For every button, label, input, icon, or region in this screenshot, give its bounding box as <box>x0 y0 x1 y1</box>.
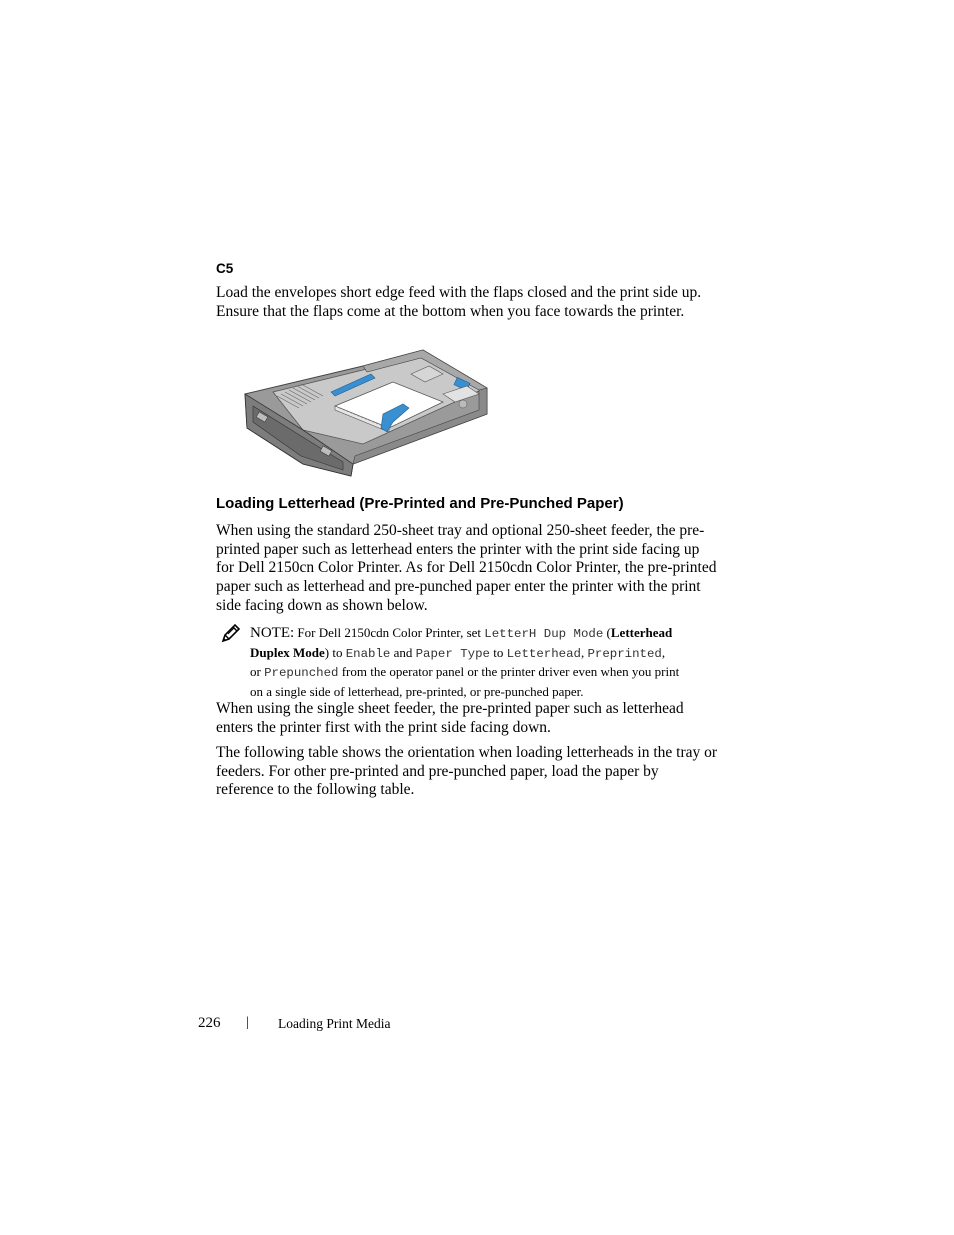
menu-bold: Letterhead <box>610 625 673 640</box>
text-line: feeders. For other pre-printed and pre-punched paper, load the paper by <box>216 762 659 780</box>
paragraph-table-reference <box>216 744 717 800</box>
note-text: and <box>390 644 416 660</box>
text-line: paper such as letterhead and pre-punched paper enter the printer with the print <box>216 578 701 596</box>
note-block <box>250 624 679 700</box>
note-text: For Dell 2150cdn Color Printer, set <box>294 625 485 640</box>
note-text: from the operator panel or the printer driver even when you print <box>338 664 680 680</box>
note-line <box>250 624 679 644</box>
note-text: , <box>580 644 588 660</box>
note-lead: NOTE: <box>250 625 295 641</box>
text-line: When using the standard 250-sheet tray and optional 250-sheet feeder, the pre- <box>216 522 705 539</box>
paper-tray-illustration <box>243 344 489 480</box>
paragraph-orientation <box>216 522 716 616</box>
page-number: 226 <box>198 1015 221 1031</box>
note-line <box>250 644 679 664</box>
footer-chapter-title: Loading Print Media <box>278 1016 391 1031</box>
note-text: or <box>250 664 265 680</box>
section-label: C5 <box>216 261 234 276</box>
footer-separator: | <box>246 1015 249 1030</box>
menu-code: Prepunched <box>264 666 339 681</box>
text-line: When using the single sheet feeder, the pre-printed paper such as letterhead <box>216 700 684 717</box>
note-line: on a single side of letterhead, pre-printed, or pre-punched paper. <box>250 683 584 699</box>
menu-code: Preprinted <box>587 646 662 661</box>
menu-code: Letterhead <box>506 646 581 661</box>
note-pencil-icon <box>219 623 241 645</box>
note-text: , <box>661 644 666 660</box>
menu-code: LetterH Dup Mode <box>484 627 604 641</box>
note-line <box>250 663 679 683</box>
text-line: for Dell 2150cn Color Printer. As for Dell 2150cdn Color Printer, the pre-printed <box>216 559 717 577</box>
intro-paragraph <box>216 284 701 321</box>
text-line: Load the envelopes short edge feed with the flaps closed and the print side up. <box>216 284 702 301</box>
paper-tray-with-envelope-illustration <box>243 344 489 480</box>
note-text: ) to <box>324 644 346 660</box>
text-line: reference to the following table. <box>216 781 415 799</box>
menu-code: Enable <box>345 646 391 661</box>
section-heading: Loading Letterhead (Pre-Printed and Pre-Punched Paper) <box>216 495 624 512</box>
paragraph-single-sheet-feeder <box>216 700 684 737</box>
text-line: enters the printer first with the print side facing down. <box>216 718 551 736</box>
menu-bold: Duplex Mode <box>250 644 325 660</box>
menu-code: Paper Type <box>415 646 490 661</box>
text-line: Ensure that the flaps come at the bottom when you face towards the printer. <box>216 302 685 320</box>
note-text: ( <box>603 625 611 640</box>
note-text: to <box>489 644 507 660</box>
text-line: The following table shows the orientation when loading letterheads in the tray or <box>216 744 718 761</box>
text-line: side facing down as shown below. <box>216 596 428 614</box>
text-line: printed paper such as letterhead enters the printer with the print side facing up <box>216 540 700 558</box>
